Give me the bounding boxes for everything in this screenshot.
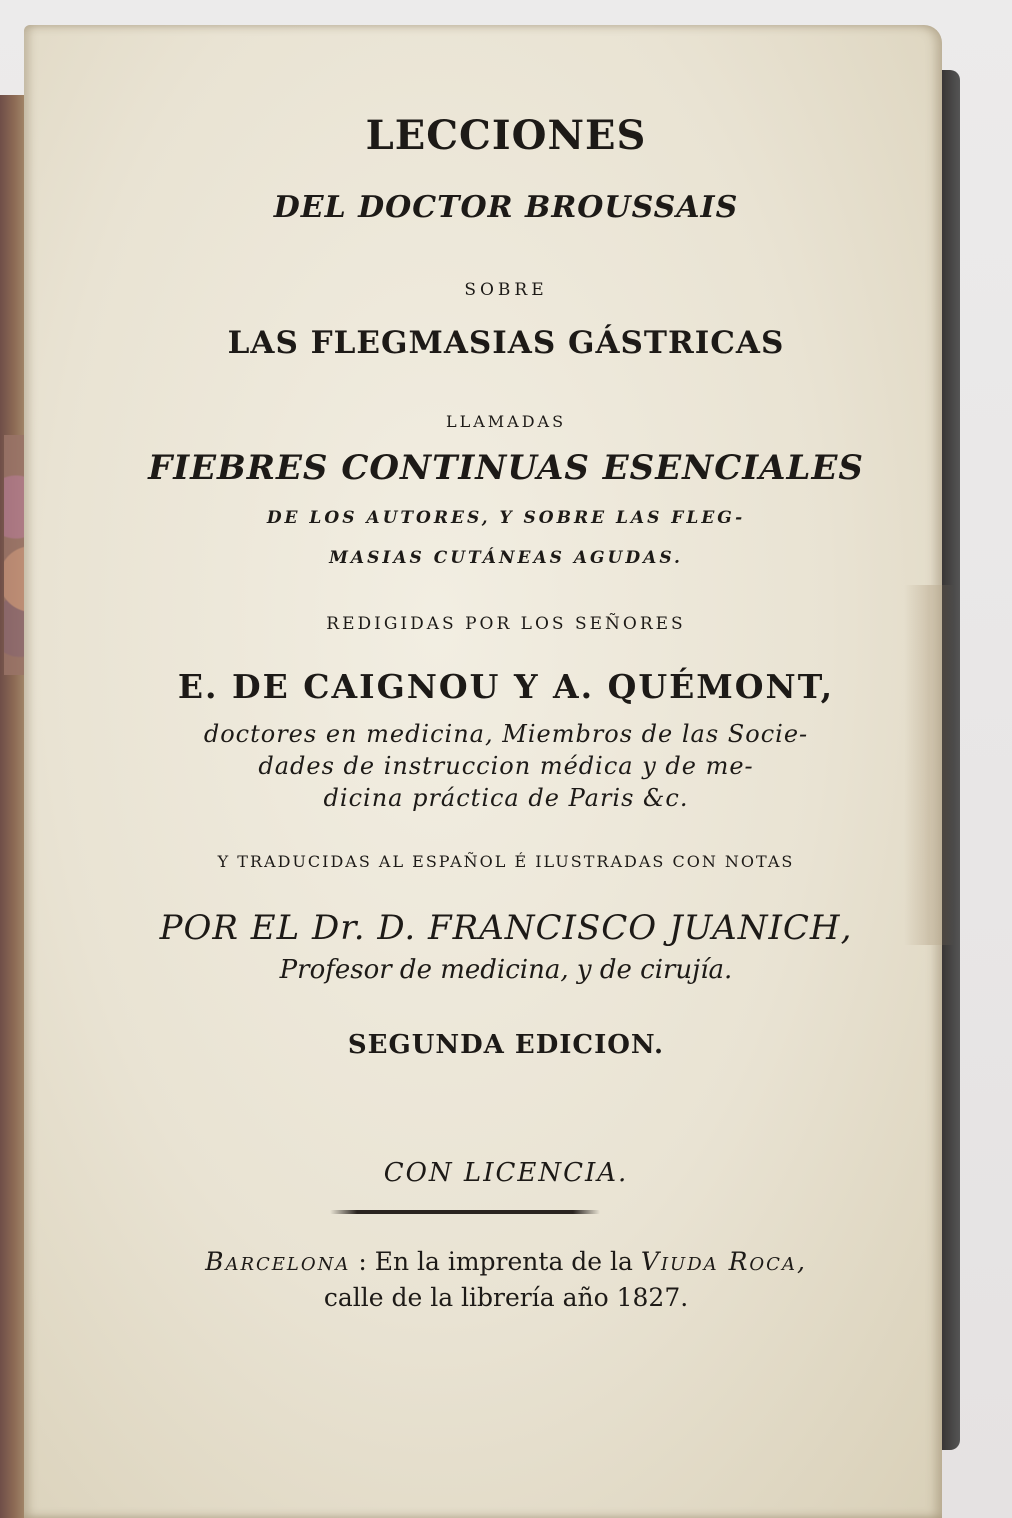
book-title: LECCIONES	[365, 112, 647, 159]
translator-name: POR EL Dr. D. FRANCISCO JUANICH,	[159, 908, 853, 948]
imprint-city: Barcelona	[205, 1247, 351, 1276]
sobre-label: SOBRE	[464, 280, 548, 300]
fiebres-detail-1: DE LOS AUTORES, Y SOBRE LAS FLEG-	[266, 508, 746, 528]
author-line: DEL DOCTOR BROUSSAIS	[273, 190, 739, 225]
editors-description-1: doctores en medicina, Miembros de las Socie-	[203, 720, 809, 748]
translation-note: Y TRADUCIDAS AL ESPAÑOL É ILUSTRADAS CON NOTAS	[217, 852, 795, 871]
imprint-line-1	[0, 1247, 1012, 1276]
ornamental-rule	[330, 1210, 600, 1214]
edition-label: SEGUNDA EDICION.	[347, 1030, 665, 1060]
topic-heading: LAS FLEGMASIAS GÁSTRICAS	[227, 325, 785, 361]
license-label: CON LICENCIA.	[383, 1158, 629, 1188]
fiebres-detail-2: MASIAS CUTÁNEAS AGUDAS.	[329, 548, 683, 568]
llamadas-label: LLAMADAS	[445, 412, 567, 431]
imprint-line-2: calle de la librería año 1827.	[323, 1283, 689, 1312]
imprint-text: : En la imprenta de la	[358, 1247, 633, 1276]
editors-description-2: dades de instruccion médica y de me-	[258, 752, 754, 780]
translator-description: Profesor de medicina, y de cirujía.	[279, 955, 733, 985]
editors-description-3: dicina práctica de Paris &c.	[323, 784, 689, 812]
fiebres-heading: FIEBRES CONTINUAS ESENCIALES	[148, 448, 864, 488]
editors-names: E. DE CAIGNOU Y A. QUÉMONT,	[177, 667, 835, 706]
imprint-printer: Viuda Roca,	[640, 1247, 807, 1276]
redigidas-label: REDIGIDAS POR LOS SEÑORES	[326, 614, 686, 634]
